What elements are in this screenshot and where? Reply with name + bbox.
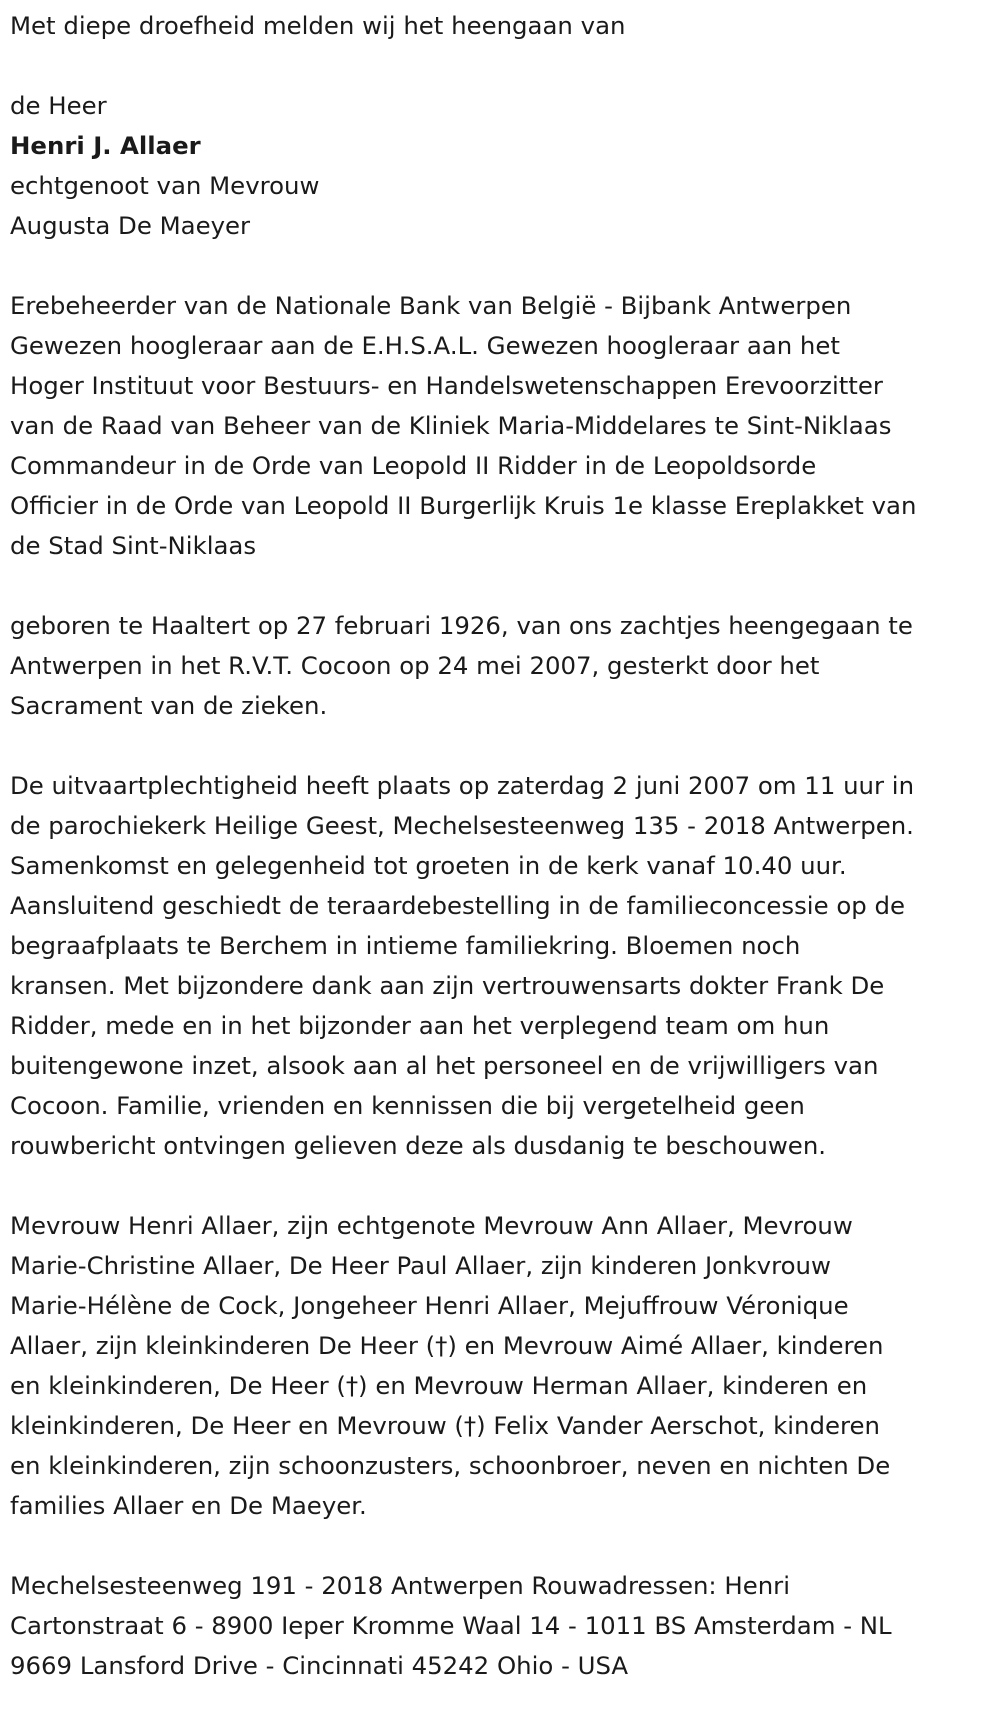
family-paragraph [10, 1206, 995, 1526]
titles-line: Hoger Instituut voor Bestuurs- en Handelswetenschappen Erevoorzitter [10, 371, 883, 400]
funeral-line: begraafplaats te Berchem in intieme familiekring. Bloemen noch [10, 931, 801, 960]
family-line: families Allaer en De Maeyer. [10, 1491, 367, 1520]
titles-line: de Stad Sint-Niklaas [10, 531, 257, 560]
titles-line: Officier in de Orde van Leopold II Burgerlijk Kruis 1e klasse Ereplakket van [10, 491, 917, 520]
address-line: 9669 Lansford Drive - Cincinnati 45242 Ohio - USA [10, 1651, 629, 1680]
funeral-line: Samenkomst en gelegenheid tot groeten in de kerk vanaf 10.40 uur. [10, 851, 847, 880]
spacer [10, 726, 995, 766]
funeral-line: de parochiekerk Heilige Geest, Mechelsesteenweg 135 - 2018 Antwerpen. [10, 811, 914, 840]
spacer [10, 1166, 995, 1206]
funeral-line: kransen. Met bijzondere dank aan zijn vertrouwensarts dokter Frank De [10, 971, 885, 1000]
birth-line: Antwerpen in het R.V.T. Cocoon op 24 mei 2007, gesterkt door het [10, 651, 820, 680]
funeral-line: Cocoon. Familie, vrienden en kennissen die bij vergetelheid geen [10, 1091, 805, 1120]
spacer [10, 46, 995, 86]
birth-line: geboren te Haaltert op 27 februari 1926, van ons zachtjes heengegaan te [10, 611, 913, 640]
titles-line: Erebeheerder van de Nationale Bank van België - Bijbank Antwerpen [10, 291, 852, 320]
titles-paragraph [10, 286, 995, 566]
titles-line: Commandeur in de Orde van Leopold II Ridder in de Leopoldsorde [10, 451, 817, 480]
family-line: Marie-Christine Allaer, De Heer Paul Allaer, zijn kinderen Jonkvrouw [10, 1251, 831, 1280]
family-line: Marie-Hélène de Cock, Jongeheer Henri Allaer, Mejuffrouw Véronique [10, 1291, 849, 1320]
spacer [10, 566, 995, 606]
funeral-line: rouwbericht ontvingen gelieven deze als dusdanig te beschouwen. [10, 1131, 827, 1160]
spouse-name: Augusta De Maeyer [10, 211, 251, 240]
family-line: kleinkinderen, De Heer en Mevrouw (†) Felix Vander Aerschot, kinderen [10, 1411, 880, 1440]
funeral-line: Aansluitend geschiedt de teraardebestelling in de familieconcessie op de [10, 891, 905, 920]
address-paragraph [10, 1566, 995, 1686]
spacer [10, 246, 995, 286]
funeral-line: De uitvaartplechtigheid heeft plaats op zaterdag 2 juni 2007 om 11 uur in [10, 771, 915, 800]
deceased-name: Henri J. Allaer [10, 131, 201, 160]
family-line: Mevrouw Henri Allaer, zijn echtgenote Mevrouw Ann Allaer, Mevrouw [10, 1211, 853, 1240]
birth-line: Sacrament van de zieken. [10, 691, 328, 720]
funeral-paragraph [10, 766, 995, 1166]
titles-line: Gewezen hoogleraar aan de E.H.S.A.L. Gewezen hoogleraar aan het [10, 331, 840, 360]
family-line: en kleinkinderen, zijn schoonzusters, schoonbroer, neven en nichten De [10, 1451, 891, 1480]
birth-death-paragraph [10, 606, 995, 726]
funeral-line: Ridder, mede en in het bijzonder aan het verplegend team om hun [10, 1011, 830, 1040]
spacer [10, 1526, 995, 1566]
titles-line: van de Raad van Beheer van de Kliniek Maria-Middelares te Sint-Niklaas [10, 411, 892, 440]
honorific: de Heer [10, 91, 107, 120]
obituary-document [10, 6, 995, 1686]
intro-line: Met diepe droefheid melden wij het heengaan van [10, 11, 626, 40]
funeral-line: buitengewone inzet, alsook aan al het personeel en de vrijwilligers van [10, 1051, 879, 1080]
spouse-label: echtgenoot van Mevrouw [10, 171, 320, 200]
family-line: Allaer, zijn kleinkinderen De Heer (†) en Mevrouw Aimé Allaer, kinderen [10, 1331, 884, 1360]
address-line: Mechelsesteenweg 191 - 2018 Antwerpen Rouwadressen: Henri [10, 1571, 790, 1600]
family-line: en kleinkinderen, De Heer (†) en Mevrouw Herman Allaer, kinderen en [10, 1371, 868, 1400]
address-line: Cartonstraat 6 - 8900 Ieper Kromme Waal 14 - 1011 BS Amsterdam - NL [10, 1611, 892, 1640]
